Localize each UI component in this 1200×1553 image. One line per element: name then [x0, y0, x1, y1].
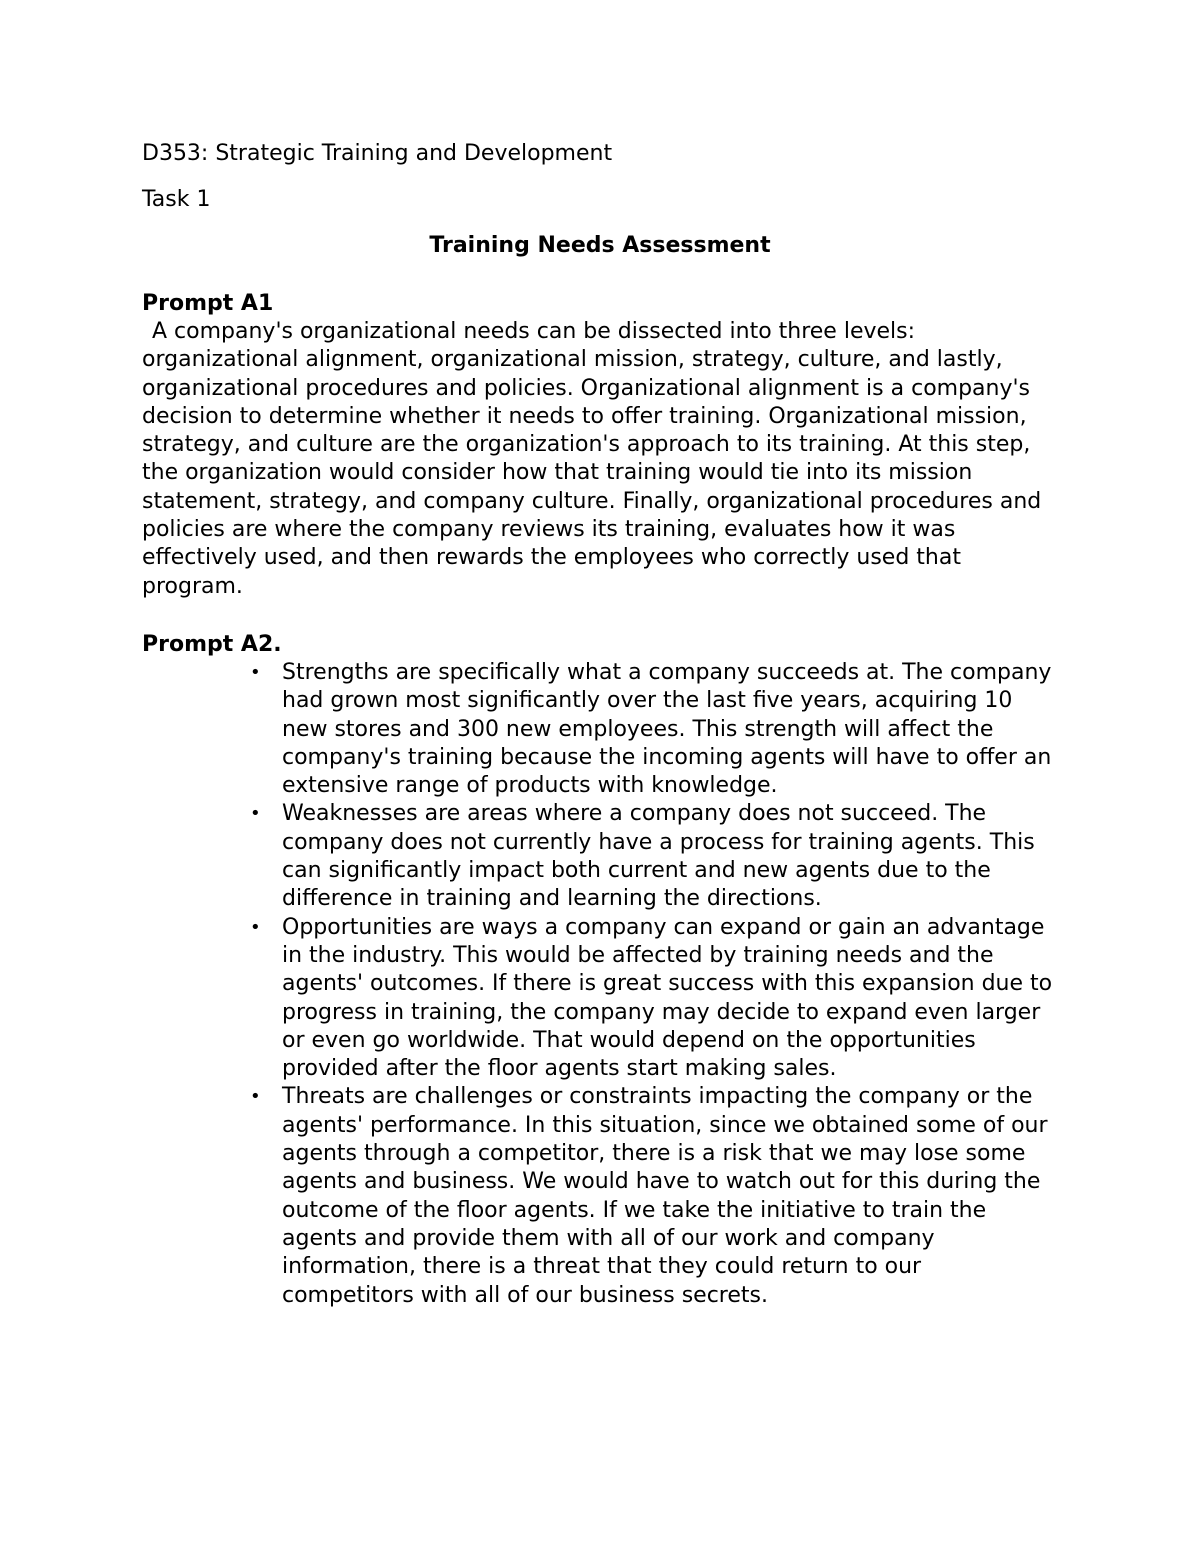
- swot-item-text: Weaknesses are areas where a company does not succeed. The company does not currently have a process for training agents. This can significantly impact both current and new agents due to the difference in training and learning the directions.: [282, 801, 1035, 912]
- document-page: [142, 138, 1062, 1310]
- bullet-icon: •: [250, 803, 261, 825]
- swot-item-strengths: [142, 659, 1057, 800]
- prompt-a1-heading: Prompt A1: [142, 291, 274, 316]
- swot-item-text: Opportunities are ways a company can expand or gain an advantage in the industry. This would be affected by training needs and the agents' outcomes. If there is great success with this expansion due to progress in training, the company may decide to expand even larger or even go worldwide. That would depend on the opportunities provided after the floor agents start making sales.: [282, 914, 1053, 1082]
- document-title: Training Needs Assessment: [429, 233, 771, 258]
- course-title: D353: Strategic Training and Development: [142, 141, 613, 166]
- swot-item-text: Strengths are specifically what a company succeeds at. The company had grown most significantly over the last five years, acquiring 10 new stores and 300 new employees. This strength will affect the company's training because the incoming agents will have to offer an extensive range of products with knowledge.: [282, 659, 1052, 799]
- swot-item-weaknesses: [142, 800, 1057, 913]
- bullet-icon: •: [250, 661, 261, 683]
- swot-item-opportunities: [142, 914, 1057, 1084]
- task-label: Task 1: [142, 187, 211, 212]
- swot-item-text: Threats are challenges or constraints impacting the company or the agents' performance. In this situation, since we obtained some of our agents through a competitor, there is a risk that we may lose some agents and business. We would have to watch out for this during the outcome of the floor agents. If we take the initiative to train the agents and provide them with all of our work and company information, there is a threat that they could return to our competitors with all of our business secrets.: [282, 1084, 1048, 1308]
- bullet-icon: •: [250, 1086, 261, 1108]
- prompt-a2-heading: Prompt A2.: [142, 631, 282, 657]
- swot-list: [142, 659, 1062, 1310]
- bullet-icon: •: [250, 916, 261, 938]
- prompt-a1-paragraph: A company's organizational needs can be dissected into three levels: organizational alignment, organizational mission, strategy, culture, and lastly, organizational procedures and policies. Organizational alignment is a company's decision to determine whether it needs to offer training. Organizational mission, strategy, and culture are the organization's approach to its training. At this step, the organization would consider how that training would tie into its mission statement, strategy, and company culture. Finally, organizational procedures and policies are where the company reviews its training, evaluates how it was effectively used, and then rewards the employees who correctly used that program.: [142, 319, 1042, 599]
- swot-item-threats: [142, 1083, 1057, 1309]
